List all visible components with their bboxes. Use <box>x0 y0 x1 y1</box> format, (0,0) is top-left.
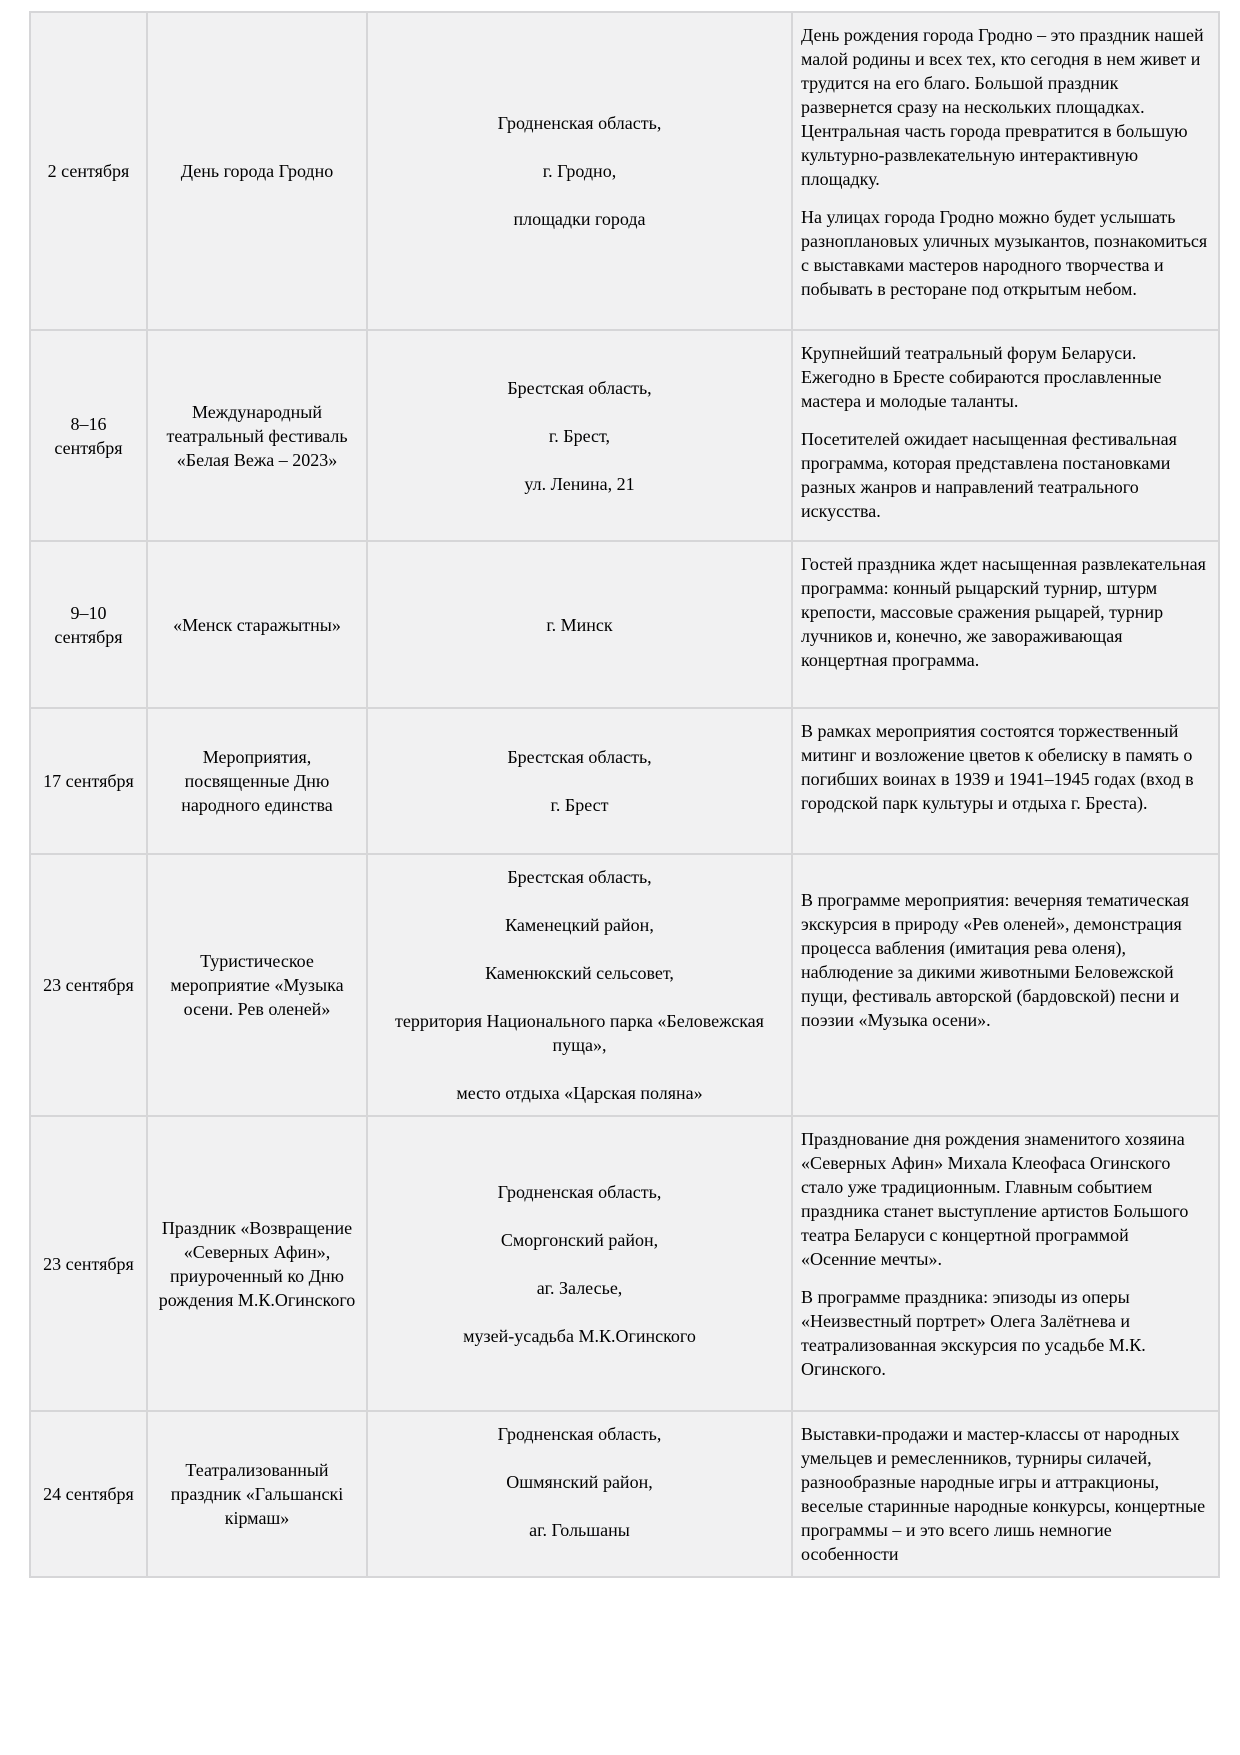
event-name-cell <box>147 854 367 1116</box>
location-line: г. Брест <box>550 795 609 815</box>
location-line: Сморгонский район, <box>500 1229 659 1250</box>
description-paragraph: Празднование дня рождения знаменитого хозяина «Северных Афин» Михала Клеофаса Огинского стало уже традиционным. Главным событием праздника станет выступление артистов Большого театра Беларуси с концертной программой «Осенние мечты». <box>801 1129 1189 1269</box>
event-date-cell <box>30 1411 147 1577</box>
event-date-cell <box>30 1116 147 1411</box>
table-row <box>30 854 1219 1116</box>
event-description-cell <box>792 330 1219 541</box>
event-name: «Менск старажытны» <box>173 614 341 635</box>
event-name-cell <box>147 1116 367 1411</box>
events-table-body <box>30 12 1219 1577</box>
event-date-cell <box>30 854 147 1116</box>
location-line: Гродненская область, <box>497 113 662 133</box>
location-line: музей-усадьба М.К.Огинского <box>463 1325 696 1346</box>
location-line: г. Брест, <box>548 425 611 446</box>
table-row <box>30 708 1219 854</box>
event-description-cell <box>792 12 1219 330</box>
table-row <box>30 1411 1219 1577</box>
event-name: Праздник «Возвращение «Северных Афин», приуроченный ко Дню рождения М.К.Огинского <box>158 1217 356 1310</box>
event-name: Театрализованный праздник «Гальшанскі кірмаш» <box>170 1460 344 1528</box>
location-line: Гродненская область, <box>497 1424 662 1444</box>
table-row <box>30 12 1219 330</box>
event-date: 23 сентября <box>43 975 134 995</box>
event-name: Мероприятия, посвященные Дню народного единства <box>181 747 333 815</box>
location-line: г. Гродно, <box>542 161 617 181</box>
event-name: Туристическое мероприятие «Музыка осени. Рев оленей» <box>170 951 344 1019</box>
description-paragraph: День рождения города Гродно – это праздник нашей малой родины и всех тех, кто сегодня в нем живет и трудится на его благо. Большой праздник развернется сразу на нескольких площадках. Центральная часть города превратится в большую культурно-развлекательную интерактивную площадку. <box>801 25 1204 189</box>
event-name: День города Гродно <box>180 161 334 181</box>
event-date: 24 сентября <box>43 1484 134 1504</box>
events-table <box>29 11 1220 1578</box>
event-name-cell <box>147 330 367 541</box>
event-name-cell <box>147 12 367 330</box>
location-line: аг. Залесье, <box>536 1277 623 1298</box>
location-line: ул. Ленина, 21 <box>524 473 635 494</box>
event-date: 9–10 сентября <box>54 602 123 647</box>
event-date: 2 сентября <box>47 161 130 181</box>
description-paragraph: Крупнейший театральный форум Беларуси. Ежегодно в Бресте собираются прославленные мастера и молодые таланты. <box>801 343 1162 411</box>
event-location-cell <box>367 708 792 854</box>
event-date-cell <box>30 12 147 330</box>
event-name: Международный театральный фестиваль «Белая Вежа – 2023» <box>166 401 348 470</box>
event-description-cell <box>792 541 1219 708</box>
location-line: площадки города <box>513 209 646 229</box>
table-row <box>30 541 1219 708</box>
location-line: Каменецкий район, <box>505 915 654 935</box>
event-name-cell <box>147 541 367 708</box>
location-line: аг. Гольшаны <box>529 1520 630 1540</box>
location-line: Ошмянский район, <box>506 1472 653 1492</box>
event-date-cell <box>30 708 147 854</box>
event-date: 17 сентября <box>43 771 134 791</box>
event-location-cell <box>367 854 792 1116</box>
event-location-cell <box>367 1411 792 1577</box>
location-line: г. Минск <box>546 614 613 635</box>
description-paragraph: Гостей праздника ждет насыщенная развлекательная программа: конный рыцарский турнир, штурм крепости, массовые сражения рыцарей, турнир лучников и, конечно, же завораживающая концертная программа. <box>801 554 1206 670</box>
event-location-cell <box>367 541 792 708</box>
location-line: Брестская область, <box>507 747 652 767</box>
event-description-cell <box>792 1411 1219 1577</box>
description-paragraph: На улицах города Гродно можно будет услышать разноплановых уличных музыкантов, познакомиться с выставками мастеров народного творчества и побывать в ресторане под открытым небом. <box>801 207 1208 299</box>
event-name-cell <box>147 1411 367 1577</box>
event-date-cell <box>30 541 147 708</box>
event-date: 23 сентября <box>43 1253 134 1274</box>
location-line: Каменюкский сельсовет, <box>485 963 674 983</box>
description-paragraph: В программе мероприятия: вечерняя тематическая экскурсия в природу «Рев оленей», демонстрация процесса вабления (имитация рева оленя), наблюдение за дикими животными Беловежской пущи, фестиваль авторской (бардовской) песни и поэзии «Музыка осени». <box>801 890 1190 1030</box>
description-paragraph: В программе праздника: эпизоды из оперы «Неизвестный портрет» Олега Залётнева и театрализованная экскурсия по усадьбе М.К. Огинского. <box>801 1287 1146 1379</box>
event-name-cell <box>147 708 367 854</box>
event-description-cell <box>792 708 1219 854</box>
event-date-cell <box>30 330 147 541</box>
description-paragraph: В рамках мероприятия состоятся торжественный митинг и возложение цветов к обелиску в память о погибших воинах в 1939 и 1941–1945 годах (вход в городской парк культуры и отдыха г. Бреста). <box>801 721 1194 813</box>
table-row <box>30 1116 1219 1411</box>
event-description-cell <box>792 854 1219 1116</box>
location-line: Брестская область, <box>507 377 652 398</box>
event-location-cell <box>367 1116 792 1411</box>
location-line: Гродненская область, <box>497 1181 662 1202</box>
location-line: территория Национального парка «Беловежская пуща», <box>395 1011 764 1055</box>
event-description-cell <box>792 1116 1219 1411</box>
table-row <box>30 330 1219 541</box>
location-line: место отдыха «Царская поляна» <box>456 1083 703 1103</box>
event-location-cell <box>367 12 792 330</box>
description-paragraph: Выставки-продажи и мастер-классы от народных умельцев и ремесленников, турниры силачей, разнообразные народные игры и аттракционы, веселые старинные народные конкурсы, концертные программы – и это всего лишь немногие особенности <box>801 1424 1206 1564</box>
location-line: Брестская область, <box>507 867 652 887</box>
description-paragraph: Посетителей ожидает насыщенная фестивальная программа, которая представлена постановками разных жанров и направлений театрального искусства. <box>801 429 1177 521</box>
event-date: 8–16 сентября <box>54 413 123 458</box>
event-location-cell <box>367 330 792 541</box>
